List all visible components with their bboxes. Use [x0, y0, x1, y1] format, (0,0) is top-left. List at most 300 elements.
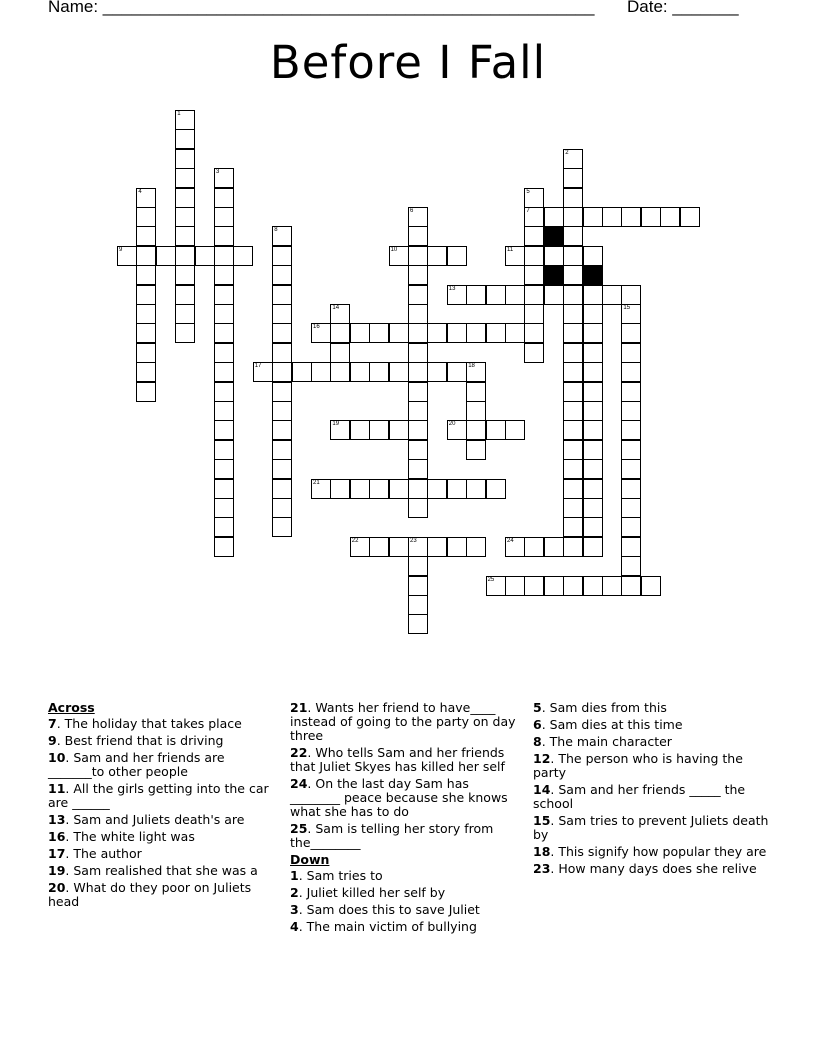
grid-cell[interactable]: [272, 517, 292, 537]
grid-cell[interactable]: [214, 459, 234, 479]
grid-cell[interactable]: [311, 479, 331, 499]
grid-cell[interactable]: [621, 323, 641, 343]
grid-cell[interactable]: [427, 246, 447, 266]
grid-cell[interactable]: [505, 420, 525, 440]
grid-cell[interactable]: [330, 343, 350, 363]
grid-cell[interactable]: [563, 323, 583, 343]
page-title: Before I Fall: [269, 36, 547, 89]
grid-cell[interactable]: [621, 382, 641, 402]
grid-cell[interactable]: [621, 479, 641, 499]
clue-text: . The holiday that takes place: [56, 716, 242, 731]
grid-cell[interactable]: [389, 479, 409, 499]
clue-text: . Sam and her friends _____ the school: [533, 782, 746, 811]
grid-cell[interactable]: [466, 420, 486, 440]
grid-cell[interactable]: [563, 479, 583, 499]
grid-cell[interactable]: [214, 362, 234, 382]
down-clue-list-continued: [533, 701, 773, 876]
grid-cell[interactable]: [272, 343, 292, 363]
clue-number: 21: [290, 700, 308, 715]
grid-cell[interactable]: [292, 362, 312, 382]
grid-cell[interactable]: [136, 265, 156, 285]
grid-cell[interactable]: [330, 362, 350, 382]
grid-cell[interactable]: [136, 343, 156, 363]
clue-text: . Sam tries to prevent Juliets death by: [533, 813, 769, 842]
clue-number: 20: [448, 421, 456, 428]
grid-cell[interactable]: [214, 285, 234, 305]
grid-cell[interactable]: [214, 517, 234, 537]
clue-number: 9: [48, 733, 57, 748]
grid-cell[interactable]: [408, 323, 428, 343]
grid-cell[interactable]: [583, 343, 603, 363]
grid-cell[interactable]: [408, 226, 428, 246]
clue-number: 16: [313, 324, 320, 331]
clue-number: 18: [468, 363, 475, 370]
grid-cell[interactable]: [621, 420, 641, 440]
clue-text: . The main character: [541, 734, 672, 749]
grid-cell[interactable]: [660, 207, 680, 227]
grid-cell[interactable]: [544, 576, 564, 596]
grid-cell[interactable]: [175, 110, 195, 130]
grid-cell[interactable]: [175, 188, 195, 208]
grid-cell[interactable]: [505, 285, 525, 305]
grid-cell[interactable]: [408, 459, 428, 479]
grid-cell[interactable]: [175, 265, 195, 285]
grid-cell[interactable]: [175, 246, 195, 266]
grid-cell[interactable]: [486, 285, 506, 305]
clue-number: 16: [48, 829, 66, 844]
grid-cell[interactable]: [408, 285, 428, 305]
grid-cell[interactable]: [544, 537, 564, 557]
clue-number: 8: [274, 227, 278, 234]
grid-cell[interactable]: [214, 226, 234, 246]
grid-cell[interactable]: [408, 362, 428, 382]
grid-cell[interactable]: [214, 304, 234, 324]
grid-cell[interactable]: [350, 479, 370, 499]
grid-cell[interactable]: [563, 285, 583, 305]
grid-cell[interactable]: [408, 576, 428, 596]
grid-cell[interactable]: [524, 246, 544, 266]
grid-cell[interactable]: [408, 207, 428, 227]
grid-cell[interactable]: [680, 207, 700, 227]
grid-cell[interactable]: [583, 420, 603, 440]
grid-cell[interactable]: [408, 246, 428, 266]
name-field[interactable]: Name: ____________________________________________________: [48, 0, 595, 16]
grid-cell[interactable]: [563, 168, 583, 188]
grid-cell[interactable]: [214, 207, 234, 227]
clue-text: . On the last day Sam has ________ peace because she knows what she has to do: [290, 776, 508, 819]
grid-cell[interactable]: [563, 459, 583, 479]
grid-cell[interactable]: [466, 537, 486, 557]
grid-cell[interactable]: [563, 420, 583, 440]
grid-cell[interactable]: [563, 382, 583, 402]
grid-cell[interactable]: [253, 362, 273, 382]
grid-cell[interactable]: [544, 207, 564, 227]
grid-cell[interactable]: [272, 420, 292, 440]
grid-cell[interactable]: [350, 537, 370, 557]
grid-cell[interactable]: [621, 285, 641, 305]
grid-cell[interactable]: [621, 401, 641, 421]
grid-cell[interactable]: [408, 479, 428, 499]
grid-cell[interactable]: [233, 246, 253, 266]
grid-cell[interactable]: [214, 246, 234, 266]
grid-cell[interactable]: [272, 226, 292, 246]
grid-cell[interactable]: [136, 226, 156, 246]
grid-cell[interactable]: [447, 323, 467, 343]
clue-number: 11: [48, 781, 66, 796]
clue-text: . Wants her friend to have____ instead of going to the party on day three: [290, 700, 516, 743]
grid-cell[interactable]: [621, 440, 641, 460]
grid-cell[interactable]: [175, 129, 195, 149]
grid-cell[interactable]: [563, 498, 583, 518]
grid-cell[interactable]: [641, 207, 661, 227]
grid-cell[interactable]: [621, 207, 641, 227]
grid-cell[interactable]: [369, 323, 389, 343]
grid-cell[interactable]: [621, 537, 641, 557]
grid-cell[interactable]: [117, 246, 137, 266]
grid-cell[interactable]: [524, 207, 544, 227]
grid-cell[interactable]: [175, 149, 195, 169]
grid-cell[interactable]: [583, 246, 603, 266]
grid-cell[interactable]: [583, 323, 603, 343]
clue-text: . Best friend that is driving: [56, 733, 224, 748]
grid-cell[interactable]: [524, 265, 544, 285]
grid-cell[interactable]: [408, 556, 428, 576]
grid-cell[interactable]: [195, 246, 215, 266]
grid-cell[interactable]: [330, 420, 350, 440]
grid-cell[interactable]: [272, 401, 292, 421]
grid-cell[interactable]: [214, 265, 234, 285]
grid-cell[interactable]: [272, 382, 292, 402]
grid-cell[interactable]: [136, 188, 156, 208]
grid-cell[interactable]: [563, 304, 583, 324]
grid-cell[interactable]: [175, 168, 195, 188]
clue-number: 18: [533, 844, 551, 859]
grid-cell[interactable]: [486, 323, 506, 343]
down-clue: [290, 886, 522, 900]
grid-cell[interactable]: [175, 285, 195, 305]
grid-cell[interactable]: [621, 576, 641, 596]
grid-cell[interactable]: [447, 362, 467, 382]
down-clue: [290, 869, 522, 883]
grid-cell[interactable]: [408, 382, 428, 402]
grid-cell[interactable]: [544, 246, 564, 266]
grid-cell[interactable]: [447, 420, 467, 440]
clue-text: . Sam dies at this time: [541, 717, 683, 732]
grid-cell[interactable]: [563, 149, 583, 169]
clue-number: 9: [119, 246, 123, 253]
grid-cell[interactable]: [583, 304, 603, 324]
grid-cell[interactable]: [214, 479, 234, 499]
clue-number: 1: [290, 868, 299, 883]
clue-text: . How many days does she relive: [550, 861, 757, 876]
grid-cell[interactable]: [486, 576, 506, 596]
grid-cell[interactable]: [524, 537, 544, 557]
grid-cell[interactable]: [214, 343, 234, 363]
grid-cell[interactable]: [408, 537, 428, 557]
grid-cell[interactable]: [486, 420, 506, 440]
grid-cell[interactable]: [136, 362, 156, 382]
clue-number: 19: [332, 421, 340, 428]
grid-cell[interactable]: [602, 207, 622, 227]
grid-cell[interactable]: [583, 362, 603, 382]
clue-number: 2: [290, 885, 299, 900]
clue-number: 19: [48, 863, 66, 878]
grid-cell[interactable]: [583, 459, 603, 479]
grid-cell[interactable]: [563, 576, 583, 596]
clue-text: . The person who is having the party: [533, 751, 743, 780]
clue-number: 17: [48, 846, 66, 861]
grid-cell[interactable]: [272, 265, 292, 285]
across-clue: [48, 751, 276, 779]
grid-cell[interactable]: [408, 440, 428, 460]
grid-cell[interactable]: [563, 265, 583, 285]
clue-number: 3: [290, 902, 299, 917]
grid-cell[interactable]: [272, 304, 292, 324]
grid-cell[interactable]: [621, 498, 641, 518]
grid-cell[interactable]: [447, 285, 467, 305]
grid-cell[interactable]: [447, 246, 467, 266]
grid-cell[interactable]: [408, 401, 428, 421]
grid-cell[interactable]: [350, 362, 370, 382]
grid-cell[interactable]: [272, 285, 292, 305]
grid-cell[interactable]: [136, 323, 156, 343]
grid-cell[interactable]: [466, 323, 486, 343]
date-field[interactable]: Date: _______: [627, 0, 739, 16]
grid-cell[interactable]: [272, 459, 292, 479]
grid-cell[interactable]: [330, 304, 350, 324]
clue-number: 13: [448, 285, 456, 292]
grid-cell[interactable]: [389, 246, 409, 266]
grid-cell[interactable]: [505, 246, 525, 266]
grid-cell[interactable]: [505, 537, 525, 557]
grid-cell[interactable]: [427, 537, 447, 557]
grid-cell[interactable]: [641, 576, 661, 596]
down-clue: [290, 903, 522, 917]
across-clue: [290, 746, 522, 774]
grid-cell[interactable]: [175, 226, 195, 246]
clue-number: 1: [177, 111, 181, 117]
grid-cell[interactable]: [466, 382, 486, 402]
grid-cell[interactable]: [214, 498, 234, 518]
grid-cell[interactable]: [427, 362, 447, 382]
grid-cell[interactable]: [524, 304, 544, 324]
down-clue: [533, 814, 773, 842]
grid-cell[interactable]: [156, 246, 176, 266]
grid-cell[interactable]: [524, 226, 544, 246]
grid-cell[interactable]: [466, 479, 486, 499]
grid-cell[interactable]: [214, 440, 234, 460]
across-clue-list: [48, 717, 276, 909]
grid-cell[interactable]: [602, 576, 622, 596]
grid-cell[interactable]: [583, 517, 603, 537]
grid-cell[interactable]: [583, 285, 603, 305]
grid-cell[interactable]: [408, 614, 428, 634]
grid-cell[interactable]: [563, 246, 583, 266]
grid-cell[interactable]: [175, 323, 195, 343]
clue-number: 11: [507, 246, 514, 253]
grid-cell[interactable]: [389, 323, 409, 343]
grid-cell[interactable]: [136, 304, 156, 324]
grid-cell[interactable]: [621, 304, 641, 324]
grid-cell[interactable]: [214, 188, 234, 208]
grid-cell[interactable]: [621, 517, 641, 537]
grid-cell[interactable]: [369, 362, 389, 382]
clue-number: 10: [390, 246, 398, 253]
grid-cell[interactable]: [311, 323, 331, 343]
grid-cell[interactable]: [447, 537, 467, 557]
grid-cell[interactable]: [369, 479, 389, 499]
grid-cell[interactable]: [330, 323, 350, 343]
grid-cell[interactable]: [602, 285, 622, 305]
grid-cell[interactable]: [583, 498, 603, 518]
grid-cell[interactable]: [350, 420, 370, 440]
grid-cell[interactable]: [272, 323, 292, 343]
across-clue: [48, 864, 276, 878]
grid-cell[interactable]: [350, 323, 370, 343]
grid-cell[interactable]: [563, 188, 583, 208]
grid-cell[interactable]: [408, 304, 428, 324]
grid-cell[interactable]: [583, 382, 603, 402]
clue-number: 14: [533, 782, 551, 797]
grid-cell[interactable]: [524, 576, 544, 596]
grid-cell[interactable]: [563, 537, 583, 557]
grid-cell[interactable]: [621, 362, 641, 382]
grid-cell[interactable]: [563, 401, 583, 421]
across-clue: [48, 830, 276, 844]
grid-cell[interactable]: [583, 401, 603, 421]
grid-cell[interactable]: [408, 265, 428, 285]
clue-text: . The white light was: [65, 829, 195, 844]
grid-cell[interactable]: [544, 285, 564, 305]
clue-number: 7: [526, 208, 530, 214]
grid-cell[interactable]: [505, 576, 525, 596]
grid-cell[interactable]: [214, 420, 234, 440]
grid-cell[interactable]: [583, 537, 603, 557]
down-clue: [533, 845, 773, 859]
clue-number: 6: [533, 717, 542, 732]
clue-number: 3: [216, 169, 220, 176]
grid-cell[interactable]: [136, 246, 156, 266]
grid-cell[interactable]: [486, 479, 506, 499]
grid-cell[interactable]: [563, 226, 583, 246]
across-heading: Across: [48, 700, 95, 715]
across-clue: [48, 734, 276, 748]
grid-cell[interactable]: [447, 479, 467, 499]
across-clue: [290, 777, 522, 819]
grid-cell[interactable]: [427, 323, 447, 343]
grid-cell[interactable]: [369, 420, 389, 440]
grid-cell[interactable]: [524, 285, 544, 305]
grid-cell[interactable]: [524, 343, 544, 363]
grid-cell[interactable]: [272, 362, 292, 382]
grid-cell[interactable]: [330, 479, 350, 499]
grid-cell[interactable]: [175, 304, 195, 324]
grid-cell[interactable]: [583, 576, 603, 596]
across-clue: [48, 717, 276, 731]
grid-cell[interactable]: [136, 285, 156, 305]
grid-cell[interactable]: [408, 498, 428, 518]
grid-cell[interactable]: [389, 420, 409, 440]
grid-cell[interactable]: [214, 168, 234, 188]
grid-cell[interactable]: [621, 343, 641, 363]
grid-cell[interactable]: [272, 479, 292, 499]
clue-text: . Sam and her friends are _______to other people: [48, 750, 225, 779]
clue-number: 22: [290, 745, 308, 760]
grid-cell[interactable]: [427, 479, 447, 499]
grid-cell[interactable]: [466, 440, 486, 460]
grid-cell[interactable]: [524, 188, 544, 208]
grid-cell[interactable]: [175, 207, 195, 227]
clue-number: 12: [533, 751, 551, 766]
down-clue: [533, 752, 773, 780]
clue-number: 14: [332, 305, 340, 311]
grid-cell[interactable]: [563, 207, 583, 227]
grid-cell[interactable]: [621, 459, 641, 479]
clue-text: . Juliet killed her self by: [298, 885, 446, 900]
grid-cell[interactable]: [524, 323, 544, 343]
clue-number: 2: [565, 149, 569, 156]
grid-cell[interactable]: [272, 498, 292, 518]
clue-number: 13: [48, 812, 66, 827]
clue-text: . Sam realished that she was a: [65, 863, 258, 878]
across-clue-list-continued: [290, 701, 522, 850]
clue-text: . Sam tries to: [298, 868, 383, 883]
grid-cell[interactable]: [272, 440, 292, 460]
grid-cell[interactable]: [214, 537, 234, 557]
grid-cell[interactable]: [563, 343, 583, 363]
grid-cell[interactable]: [272, 246, 292, 266]
grid-cell[interactable]: [583, 479, 603, 499]
grid-cell[interactable]: [389, 537, 409, 557]
down-clue: [533, 862, 773, 876]
grid-cell[interactable]: [466, 285, 486, 305]
grid-cell[interactable]: [563, 362, 583, 382]
grid-cell[interactable]: [214, 382, 234, 402]
grid-cell[interactable]: [136, 382, 156, 402]
grid-cell[interactable]: [505, 323, 525, 343]
grid-cell[interactable]: [408, 343, 428, 363]
clue-number: 8: [533, 734, 542, 749]
grid-cell[interactable]: [389, 362, 409, 382]
clue-number: 22: [351, 537, 359, 544]
grid-cell[interactable]: [408, 420, 428, 440]
across-clue: [48, 782, 276, 810]
down-clue-list: [290, 869, 522, 934]
grid-cell[interactable]: [408, 595, 428, 615]
grid-cell[interactable]: [583, 207, 603, 227]
grid-cell[interactable]: [136, 207, 156, 227]
grid-cell[interactable]: [563, 517, 583, 537]
clue-text: . Who tells Sam and her friends that Juliet Skyes has killed her self: [290, 745, 505, 774]
grid-cell[interactable]: [563, 440, 583, 460]
clue-number: 25: [487, 576, 495, 583]
clue-text: . Sam does this to save Juliet: [298, 902, 480, 917]
across-clue: [48, 813, 276, 827]
clue-number: 21: [313, 479, 320, 486]
clue-text: . Sam and Juliets death's are: [65, 812, 245, 827]
grid-cell[interactable]: [466, 362, 486, 382]
grid-cell[interactable]: [214, 323, 234, 343]
clue-text: . The main victim of bullying: [298, 919, 477, 934]
clue-number: 4: [290, 919, 299, 934]
grid-cell[interactable]: [466, 401, 486, 421]
grid-cell[interactable]: [214, 401, 234, 421]
clue-number: 5: [533, 700, 542, 715]
grid-cell[interactable]: [621, 556, 641, 576]
grid-cell[interactable]: [311, 362, 331, 382]
grid-cell[interactable]: [369, 537, 389, 557]
grid-cell[interactable]: [583, 440, 603, 460]
